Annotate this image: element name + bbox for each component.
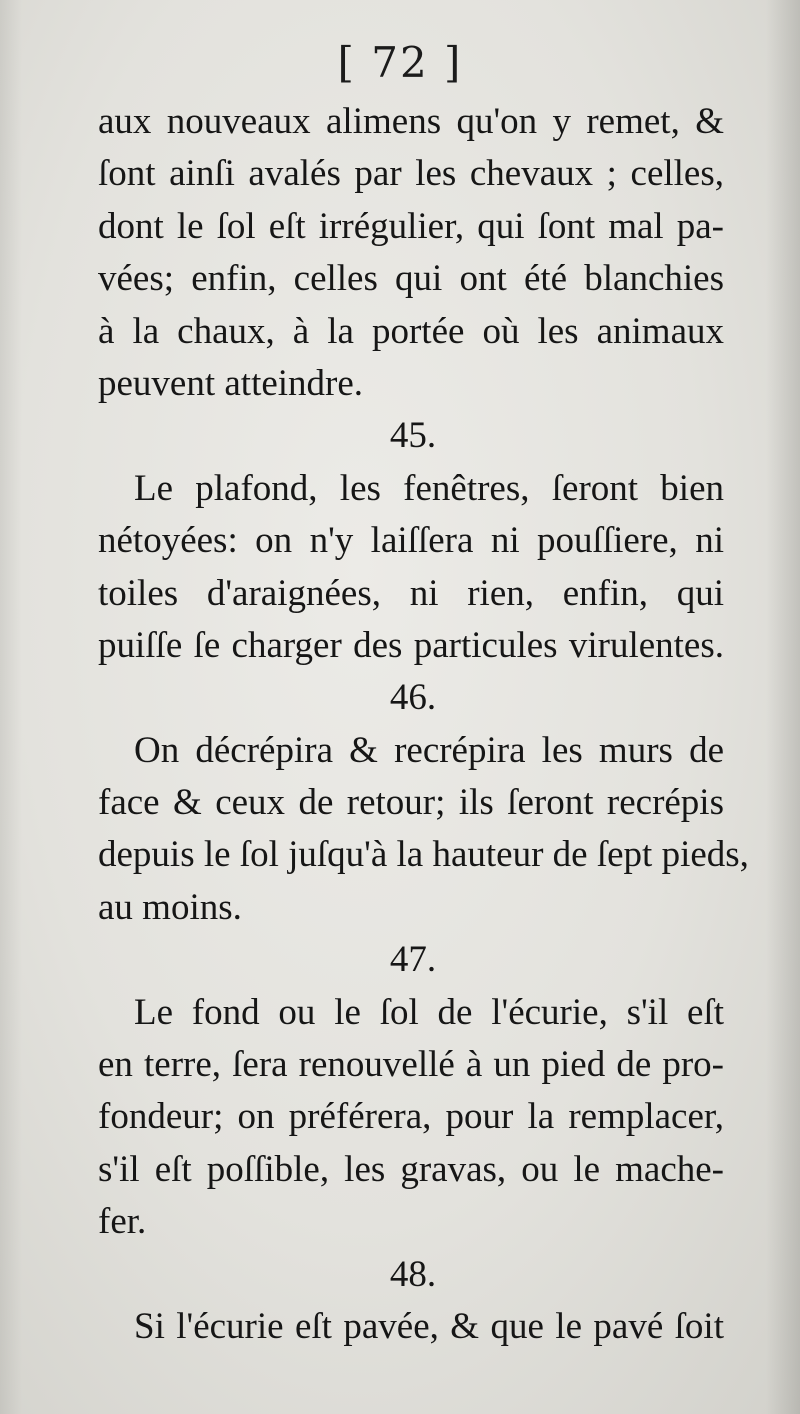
- text-line: à la chaux, à la portée où les animaux: [98, 310, 724, 352]
- text-line: en terre, ſera renouvellé à un pied de pro-: [98, 1044, 724, 1086]
- page-shadow-right: [766, 0, 800, 1414]
- text-line: depuis le ſol juſqu'à la hauteur de ſept pieds,: [98, 834, 749, 876]
- text-line: puiſſe ſe charger des particules virulentes.: [98, 624, 724, 666]
- text-line: peuvent atteindre.: [98, 362, 364, 404]
- text-line: fer.: [98, 1201, 147, 1243]
- page-number: [ 72 ]: [337, 38, 463, 87]
- text-line: vées; enfin, celles qui ont été blanchies: [98, 258, 724, 300]
- text-line: fondeur; on préférera, pour la remplacer,: [98, 1096, 724, 1138]
- section-number: 45.: [389, 415, 437, 457]
- text-line: ſont ainſi avalés par les chevaux ; celles,: [98, 153, 724, 195]
- text-line: Le plafond, les fenêtres, ſeront bien: [134, 467, 724, 509]
- body-text: [98, 96, 749, 1353]
- section-number: 46.: [389, 677, 437, 719]
- text-line: aux nouveaux alimens qu'on y remet, &: [98, 101, 724, 142]
- text-line: On décrépira & recrépira les murs de: [134, 729, 724, 771]
- text-line: nétoyées: on n'y laiſſera ni pouſſiere, ni: [98, 520, 724, 562]
- text-line: s'il eſt poſſible, les gravas, ou le mache-: [98, 1148, 724, 1190]
- text-line: face & ceux de retour; ils ſeront recrépis: [98, 782, 724, 824]
- section-number: 48.: [389, 1253, 437, 1295]
- text-line: dont le ſol eſt irrégulier, qui ſont mal pa-: [98, 205, 724, 247]
- text-line: Le fond ou le ſol de l'écurie, s'il eſt: [134, 991, 724, 1033]
- text-line: au moins.: [98, 886, 242, 928]
- text-line: toiles d'araignées, ni rien, enfin, qui: [98, 572, 724, 614]
- text-line: Si l'écurie eſt pavée, & que le pavé ſoit: [134, 1305, 724, 1347]
- section-number: 47.: [389, 939, 437, 981]
- page-shadow-left: [0, 0, 22, 1414]
